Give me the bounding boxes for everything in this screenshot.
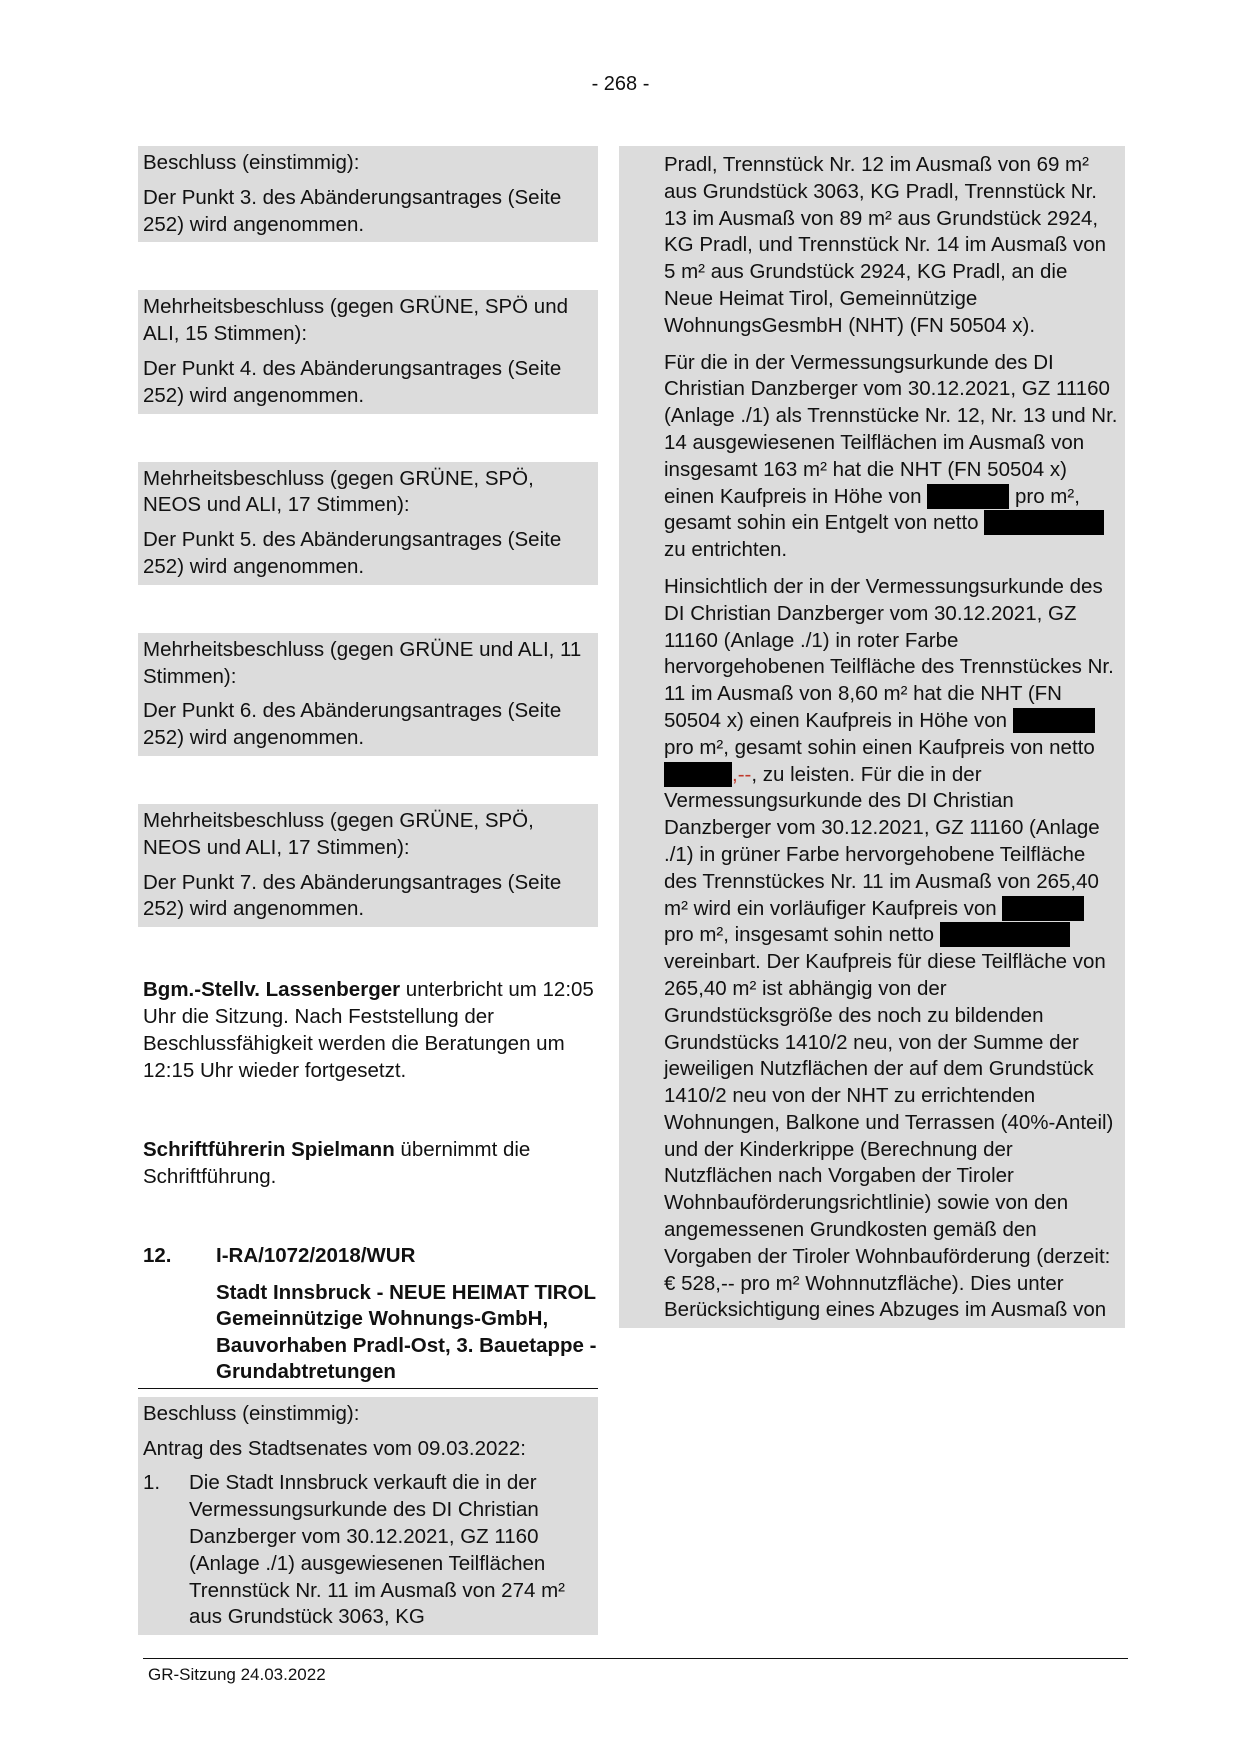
red-marked-suffix: ,-- <box>732 762 752 786</box>
paragraph-price-trennstueck-11: Hinsichtlich der in der Vermessungsurkunde des DI Christian Danzberger vom 30.12.2021, GZ 11160 (Anlage ./1) in roter Farbe hervorgehobenen Teilfläche des Trennstückes Nr. 11 im Ausmaß von 8,60 m² hat die NHT (FN 50504 x) einen Kaufpreis in Höhe von pro m², gesamt sohin einen Kaufpreis von netto ,--, zu leisten. Für die in der Vermessungsurkunde des DI Christian Danzberger vom 30.12.2021, GZ 11160 (Anlage ./1) in grüner Farbe hervorgehobene Teilfläche des Trennstückes Nr. 11 im Ausmaß von 265,40 m² wird ein vorläufiger Kaufpreis von pro m², insgesamt sohin netto vereinbart. Der Kaufpreis für diese Teilfläche von 265,40 m² ist abhängig von der Grundstücksgröße des noch zu bildenden Grundstücks 1410/2 neu, von der Summe der jeweiligen Nutzflächen der auf dem Grundstück 1410/2 neu von der NHT zu errichtenden Wohnungen, Balkone und Terrassen (40%-Anteil) und der Kinderkrippe (Berechnung der Nutzflächen nach Vorgaben der Tiroler Wohnbauförderungsrichtlinie) sowie von den angemessenen Grundkosten gemäß den Vorgaben der Tiroler Wohnbauförderung (derzeit: € 528,-- pro m² Wohnnutzfläche). Dies unter Berücksichtigung eines Abzuges im Ausmaß von <box>664 574 1114 1322</box>
paragraph-parcels: Pradl, Trennstück Nr. 12 im Ausmaß von 69 m² aus Grundstück 3063, KG Pradl, Trennstück Nr. 13 im Ausmaß von 89 m² aus Grundstück 2924, KG Pradl, und Trennstück Nr. 14 im Ausmaß von 5 m² aus Grundstück 2924, KG Pradl, an die Neue Heimat Tirol, Gemeinnützige WohnungsGesmbH (NHT) (FN 50504 x). <box>664 153 1107 337</box>
paragraph-price-trennstuecke: Für die in der Vermessungsurkunde des DI Christian Danzberger vom 30.12.2021, GZ 11160 (Anlage ./1) als Trennstücke Nr. 12, Nr. 13 und Nr. 14 ausgewiesenen Teilflächen im Ausmaß von insgesamt 163 m² hat die NHT (FN 50504 x) einen Kaufpreis in Höhe von pro m², gesamt sohin ein Entgelt von netto zu entrichten. <box>664 350 1118 562</box>
decision-label: Mehrheitsbeschluss (gegen GRÜNE, SPÖ, NEOS und ALI, 17 Stimmen): <box>143 808 534 859</box>
decision-block <box>138 146 598 242</box>
agenda-item-number: 12. <box>143 1243 172 1267</box>
item-decision-block <box>138 1397 598 1635</box>
redacted-amount <box>984 510 1104 535</box>
footer-session-date: GR-Sitzung 24.03.2022 <box>148 1665 326 1684</box>
agenda-item-reference: I-RA/1072/2018/WUR <box>216 1243 416 1267</box>
decision-block <box>138 290 598 413</box>
decision-label: Beschluss (einstimmig): <box>143 151 360 174</box>
footer-divider <box>143 1658 1128 1659</box>
interruption-paragraph <box>143 977 598 1084</box>
speaker-name: Bgm.-Stellv. Lassenberger <box>143 978 401 1002</box>
decision-text: Der Punkt 4. des Abänderungsantrages (Seite 252) wird angenommen. <box>143 356 562 407</box>
redacted-amount <box>1002 896 1084 921</box>
decision-text: Der Punkt 7. des Abänderungsantrages (Seite 252) wird angenommen. <box>143 870 562 921</box>
decision-text: Der Punkt 6. des Abänderungsantrages (Seite 252) wird angenommen. <box>143 699 562 750</box>
point-number: 1. <box>143 1471 161 1495</box>
motion-label: Antrag des Stadtsenates vom 09.03.2022: <box>143 1436 526 1460</box>
interruption-text: unterbricht um 12:05 Uhr die Sitzung. Nach Feststellung der Beschlussfähigkeit werden die Beratungen um 12:15 Uhr wieder fortgesetzt. <box>143 978 594 1082</box>
agenda-item-heading <box>143 1243 598 1270</box>
decision-text: Der Punkt 5. des Abänderungsantrages (Seite 252) wird angenommen. <box>143 528 562 578</box>
minute-taker-name: Schriftführerin Spielmann <box>143 1138 395 1162</box>
decision-label: Mehrheitsbeschluss (gegen GRÜNE, SPÖ, NEOS und ALI, 17 Stimmen): <box>143 466 534 517</box>
decision-label: Beschluss (einstimmig): <box>143 1401 360 1425</box>
left-column <box>143 146 598 1635</box>
decision-label: Mehrheitsbeschluss (gegen GRÜNE, SPÖ und ALI, 15 Stimmen): <box>143 295 569 346</box>
decision-block <box>138 633 598 756</box>
decision-block <box>138 462 598 585</box>
decision-label: Mehrheitsbeschluss (gegen GRÜNE und ALI, 11 Stimmen): <box>143 637 582 688</box>
contract-text-block <box>619 146 1125 1328</box>
redacted-amount <box>927 484 1009 509</box>
page-number: - 268 - <box>591 73 650 95</box>
right-column <box>664 146 1119 1328</box>
motion-point <box>143 1470 594 1631</box>
decision-block <box>138 804 598 927</box>
minutes-paragraph <box>143 1137 598 1191</box>
redacted-amount <box>664 762 732 787</box>
agenda-item-title: Stadt Innsbruck - NEUE HEIMAT TIROL Gemeinnützige Wohnungs-GmbH, Bauvorhaben Pradl-Ost, 3. Bauetappe - Grundabtretungen <box>138 1280 598 1389</box>
redacted-amount <box>1013 708 1095 733</box>
redacted-amount <box>940 922 1070 947</box>
point-text: Die Stadt Innsbruck verkauft die in der Vermessungsurkunde des DI Christian Danzberger vom 30.12.2021, GZ 1160 (Anlage ./1) ausgewiesenen Teilflächen Trennstück Nr. 11 im Ausmaß von 274 m² aus Grundstück 3063, KG <box>189 1471 565 1629</box>
decision-text: Der Punkt 3. des Abänderungsantrages (Seite 252) wird angenommen. <box>143 185 562 236</box>
minutes-text: übernimmt die Schriftführung. <box>143 1138 531 1189</box>
